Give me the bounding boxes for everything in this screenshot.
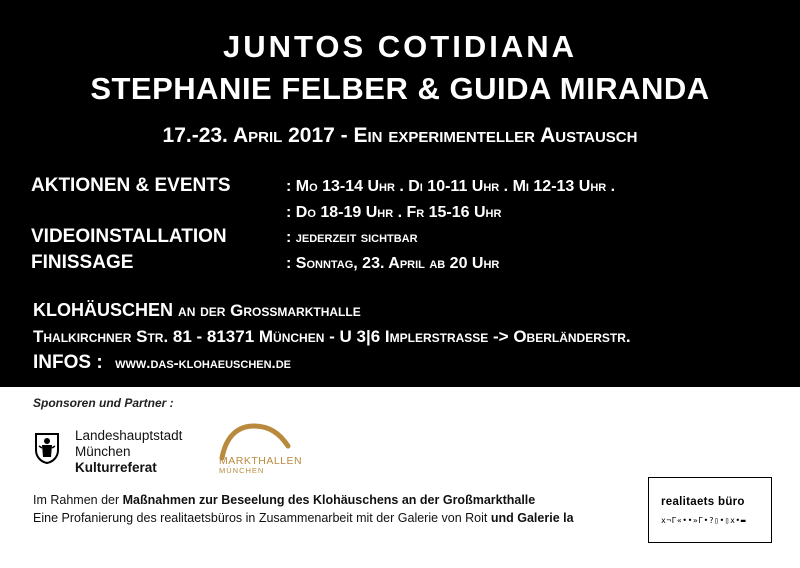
subtitle: 17.-23. April 2017 - Ein experimenteller Austausch [162, 124, 638, 147]
venue-name [33, 300, 361, 321]
city-line-2: München [75, 444, 131, 459]
infos-label: INFOS : [33, 352, 103, 373]
title-line-2: STEPHANIE FELBER & GUIDA MIRANDA [90, 71, 710, 106]
city-line-1: Landeshauptstadt [75, 428, 183, 443]
venue-name-main: KLOHÄUSCHEN [33, 300, 174, 320]
schedule-value-events: : Mo 13-14 Uhr . Di 10-11 Uhr . Mi 12-13 Uhr . [286, 178, 616, 195]
footer-line-1-prefix: Im Rahmen der [33, 493, 123, 507]
footer-line-2 [33, 511, 574, 525]
schedule-label-video: VIDEOINSTALLATION [31, 226, 227, 247]
footer-line-1 [33, 493, 535, 507]
realitaetsbuero-logo [648, 477, 772, 543]
venue-name-suffix: an der Großmarkthalle [178, 301, 361, 320]
city-line-3: Kulturreferat [75, 460, 157, 475]
infos-line [33, 352, 291, 374]
munich-coat-of-arms-icon [34, 432, 60, 464]
footer-line-2-prefix: Eine Profanierung des realitaetsbüros in Zusammenarbeit mit der Galerie von Roit [33, 511, 491, 525]
city-sponsor-text [75, 428, 182, 476]
markthallen-city: MÜNCHEN [219, 466, 265, 475]
realitaetsbuero-glyphs: x¬Γ«••»Γ•?▯•▯x•▬ [661, 516, 747, 525]
footer-line-1-bold: Maßnahmen zur Beseelung des Klohäuschens an der Großmarkthalle [122, 493, 536, 507]
schedule-label-events: AKTIONEN & EVENTS [31, 175, 231, 196]
infos-url-link[interactable]: www.das-klohaeuschen.de [115, 355, 292, 372]
realitaetsbuero-name: realitaets büro [661, 496, 745, 508]
schedule-value-events-2: : Do 18-19 Uhr . Fr 15-16 Uhr [286, 204, 502, 221]
footer-line-2-bold: und Galerie la [490, 511, 574, 525]
schedule-value-finissage: : Sonntag, 23. April ab 20 Uhr [286, 255, 500, 272]
schedule-value-video: : jederzeit sichtbar [286, 229, 418, 246]
markthallen-name: MARKTHALLEN [219, 455, 303, 467]
schedule-label-finissage: FINISSAGE [31, 252, 134, 273]
sponsors-heading: Sponsoren und Partner : [33, 396, 174, 410]
venue-address: Thalkirchner Str. 81 - 81371 München - U 3|6 Implerstrasse -> Oberländerstr. [33, 327, 631, 346]
title-line-1: JUNTOS COTIDIANA [222, 29, 577, 64]
